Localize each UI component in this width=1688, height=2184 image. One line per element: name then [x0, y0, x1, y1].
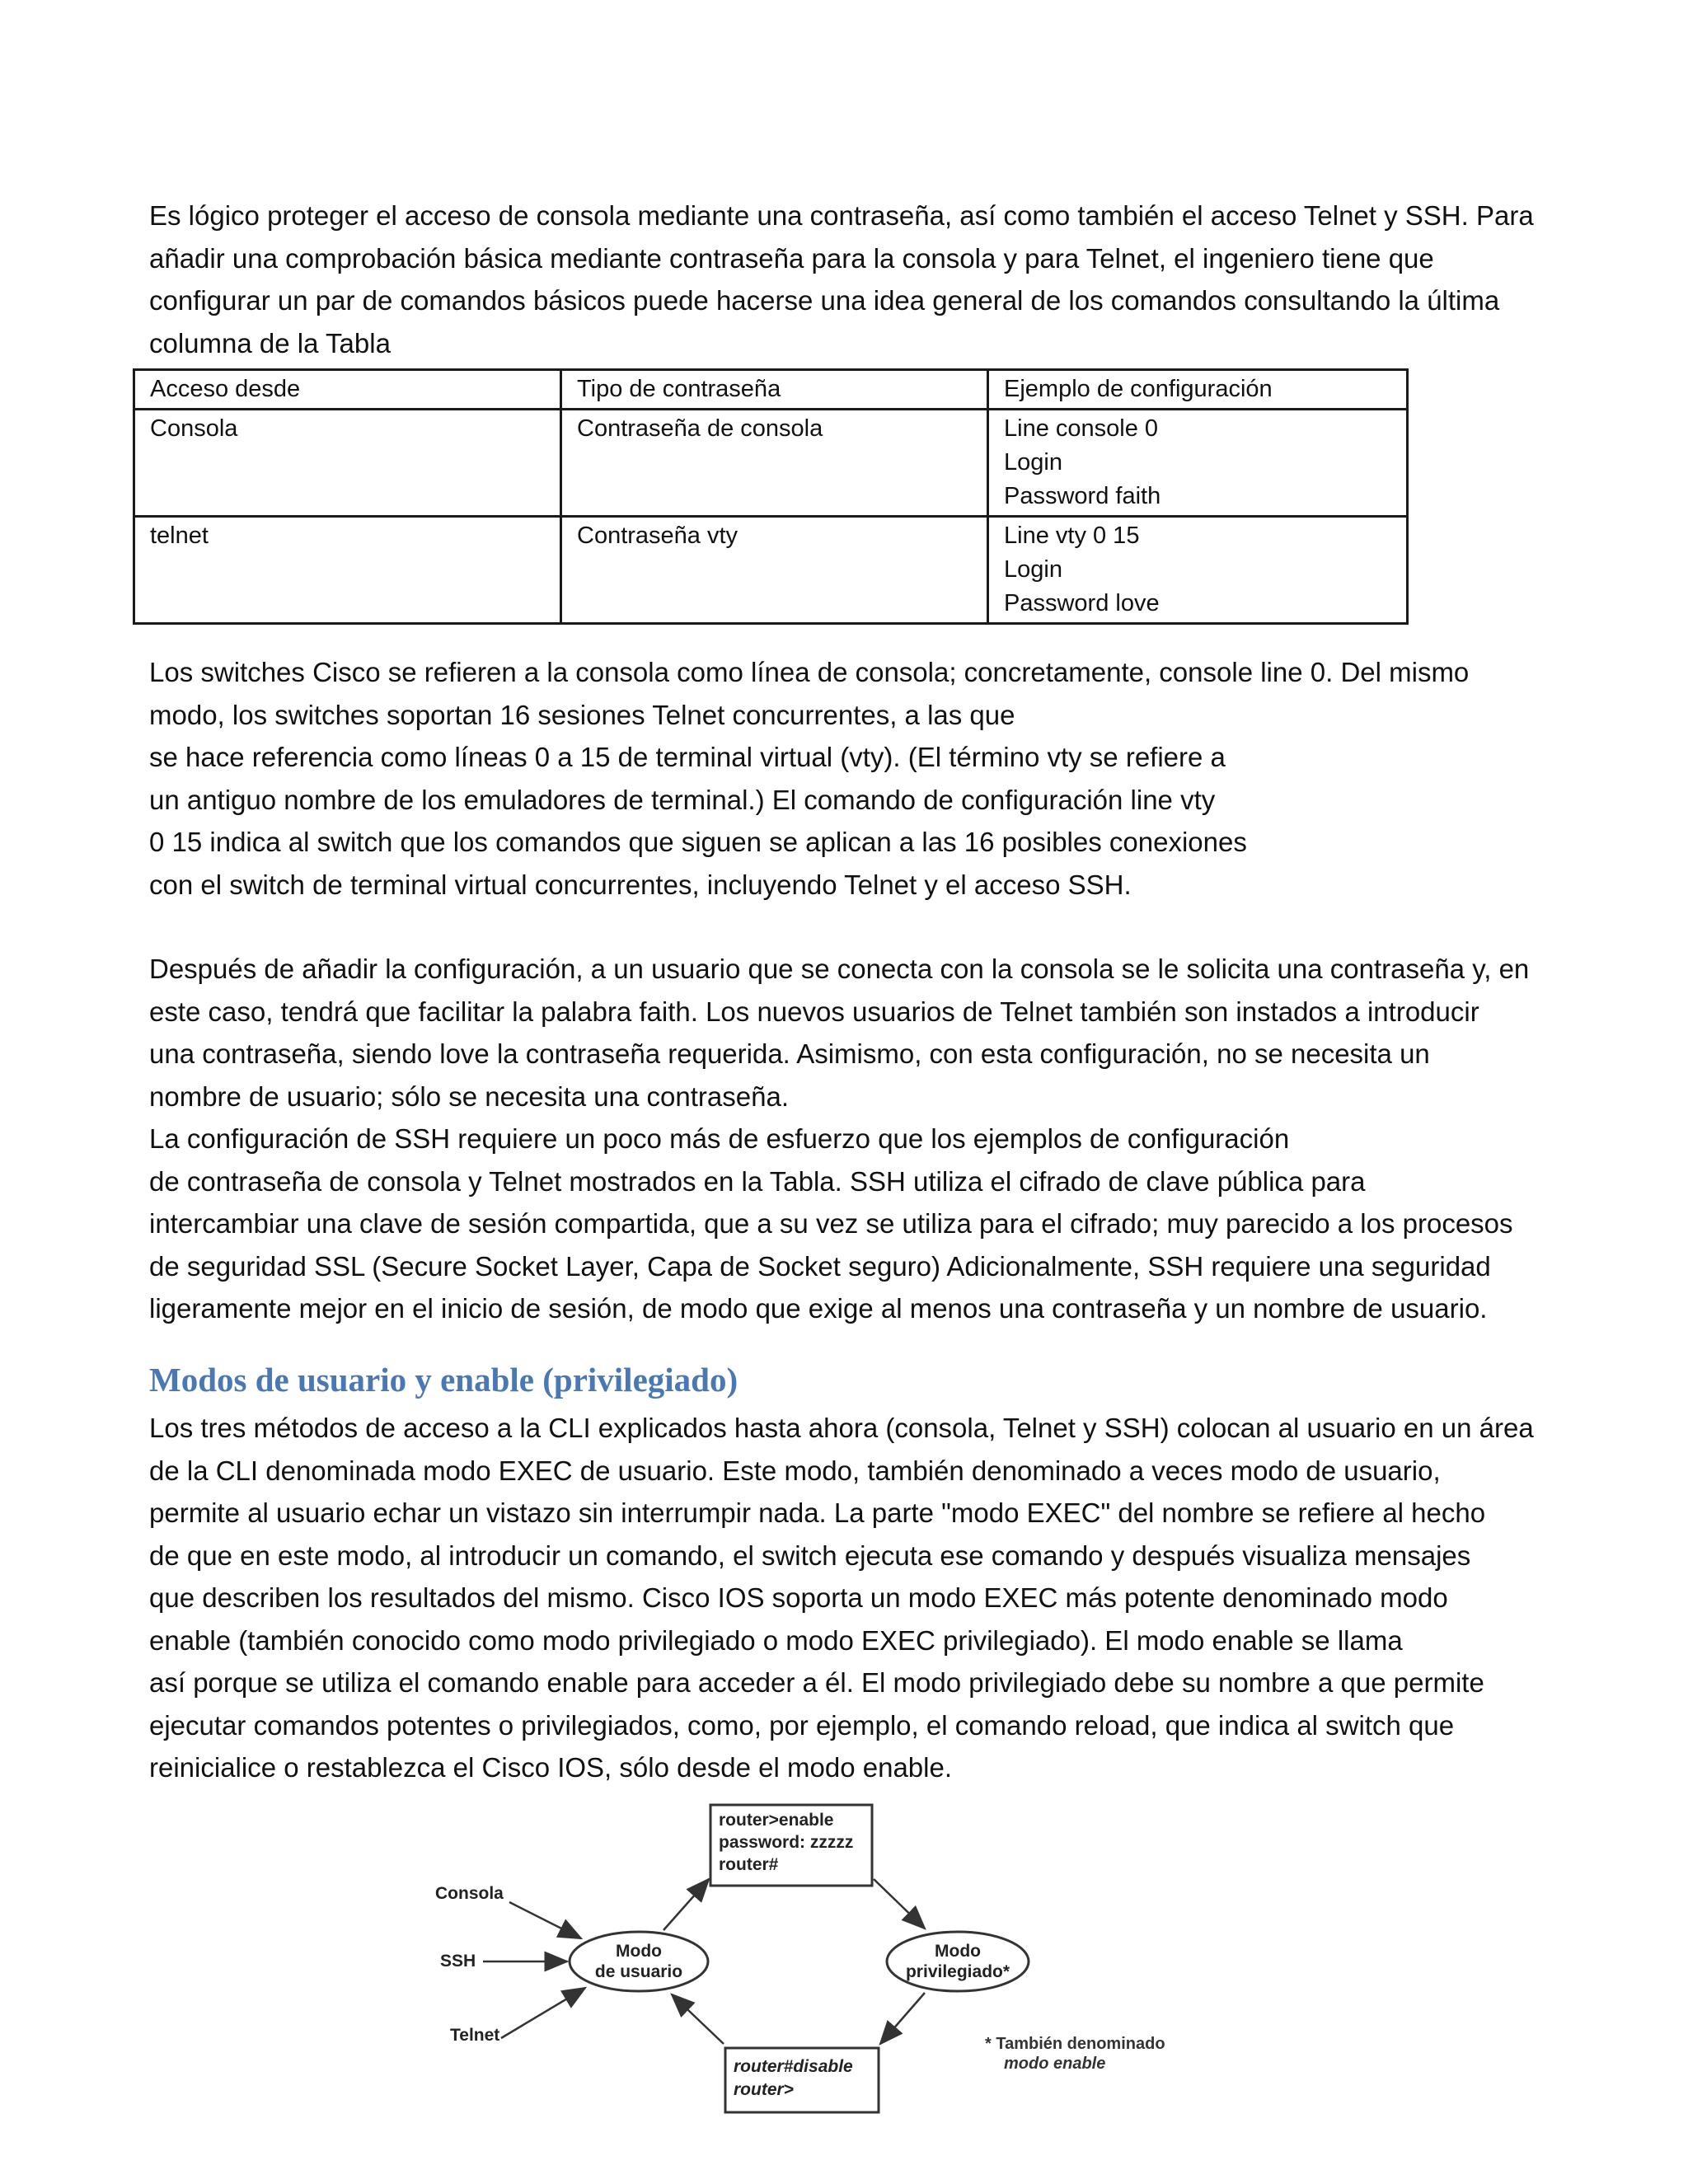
text-line: Los switches Cisco se refieren a la consola como línea de consola; concretamente, console line 0. Del mismo	[149, 657, 1470, 687]
table-cell-acceso: telnet	[134, 517, 561, 624]
table-header-cell: Acceso desde	[134, 370, 561, 410]
text-line: Después de añadir la configuración, a un usuario que se conecta con la consola se le solicita una contraseña y, en	[149, 954, 1530, 984]
table-cell-ejemplo	[988, 410, 1408, 517]
enable-box-line: router#	[719, 1855, 779, 1874]
text-line: un antiguo nombre de los emuladores de terminal.) El comando de configuración line vty	[149, 784, 1216, 815]
table-cell-tipo: Contraseña de consola	[561, 410, 988, 517]
text-line: intercambiar una clave de sesión compartida, que a su vez se utiliza para el cifrado; muy parecido a los procesos	[149, 1208, 1513, 1239]
table-header-cell: Tipo de contraseña	[561, 370, 988, 410]
text-line: modo, los switches soportan 16 sesiones Telnet concurrentes, a las que	[149, 699, 1015, 730]
text-line: nombre de usuario; sólo se necesita una contraseña.	[149, 1080, 789, 1112]
text-line: ligeramente mejor en el inicio de sesión, de modo que exige al menos una contraseña y un nombre de usuario.	[149, 1293, 1488, 1324]
table-row	[134, 517, 1408, 624]
disable-box-line: router#disable	[734, 2057, 853, 2076]
privileged-mode-label: privilegiado*	[905, 1962, 1010, 1981]
text-line: reinicialice o restablezca el Cisco IOS, sólo desde el modo enable.	[149, 1752, 953, 1783]
text-line: enable (también conocido como modo privilegiado o modo EXEC privilegiado). El modo enable se llama	[149, 1624, 1403, 1656]
section-heading: Modos de usuario y enable (privilegiado)	[149, 1361, 738, 1399]
footnote-line: * También denominado	[985, 2035, 1165, 2053]
table-header-row	[134, 370, 1408, 410]
text-line: añadir una comprobación básica mediante contraseña para la consola y para Telnet, el ingeniero tiene que	[149, 242, 1434, 274]
intro-paragraph	[149, 194, 1550, 364]
text-line: una contraseña, siendo love la contraseña requerida. Asimismo, con esta configuración, no se necesita un	[149, 1038, 1430, 1069]
text-line: así porque se utiliza el comando enable para acceder a él. El modo privilegiado debe su nombre a que permite	[149, 1667, 1484, 1698]
table-cell-acceso: Consola	[134, 410, 561, 517]
ssh-paragraph	[149, 948, 1550, 1330]
text-line: de que en este modo, al introducir un comando, el switch ejecuta ese comando y después visualiza mensajes	[149, 1540, 1471, 1571]
arrow-consola	[509, 1902, 581, 1938]
config-line: Login	[1004, 449, 1062, 476]
input-label-ssh: SSH	[440, 1952, 476, 1971]
password-config-table	[133, 368, 1409, 625]
text-line: La configuración de SSH requiere un poco más de esfuerzo que los ejemplos de configuración	[149, 1123, 1290, 1154]
arrow-disable-to-user	[672, 1994, 724, 2044]
text-line: este caso, tendrá que facilitar la palabra faith. Los nuevos usuarios de Telnet también son instados a introducir	[149, 996, 1479, 1027]
text-line: se hace referencia como líneas 0 a 15 de terminal virtual (vty). (El término vty se refiere a	[149, 742, 1226, 772]
user-mode-label: Modo	[616, 1942, 662, 1961]
text-line: de contraseña de consola y Telnet mostrados en la Tabla. SSH utiliza el cifrado de clave pública para	[149, 1165, 1366, 1197]
input-label-telnet: Telnet	[450, 2026, 500, 2045]
config-line: Password love	[1004, 590, 1160, 616]
input-label-consola: Consola	[435, 1884, 504, 1903]
text-line: Es lógico proteger el acceso de consola mediante una contraseña, así como también el acceso Telnet y SSH. Para	[149, 200, 1534, 231]
user-mode-ellipse	[570, 1932, 708, 1991]
text-line: Los tres métodos de acceso a la CLI explicados hasta ahora (consola, Telnet y SSH) colocan al usuario en un área	[149, 1413, 1534, 1443]
config-line: Line vty 0 15	[1004, 523, 1140, 549]
table-cell-ejemplo	[988, 517, 1408, 624]
config-line: Login	[1004, 556, 1062, 583]
text-line: columna de la Tabla	[149, 327, 391, 359]
privileged-mode-ellipse	[887, 1932, 1029, 1991]
text-line: con el switch de terminal virtual concurrentes, incluyendo Telnet y el acceso SSH.	[149, 869, 1132, 900]
text-line: 0 15 indica al switch que los comandos que siguen se aplican a las 16 posibles conexiones	[149, 827, 1247, 857]
footnote-line: modo enable	[1004, 2055, 1106, 2073]
table-cell-tipo: Contraseña vty	[561, 517, 988, 624]
config-line: Line console 0	[1004, 415, 1159, 442]
enable-box-line: password: zzzzz	[719, 1833, 854, 1852]
text-line: que describen los resultados del mismo. Cisco IOS soporta un modo EXEC más potente denominado modo	[149, 1582, 1448, 1613]
modes-paragraph	[149, 1407, 1550, 1789]
privileged-mode-label: Modo	[935, 1942, 981, 1961]
arrow-enable-to-privileged	[874, 1879, 925, 1929]
config-line: Password faith	[1004, 483, 1161, 509]
disable-box-line: router>	[734, 2080, 794, 2099]
user-mode-label: de usuario	[594, 1962, 683, 1981]
text-line: ejecutar comandos potentes o privilegiados, como, por ejemplo, el comando reload, que indica al switch que	[149, 1709, 1455, 1741]
arrow-privileged-to-disable	[880, 1993, 925, 2044]
text-line: permite al usuario echar un vistazo sin interrumpir nada. La parte "modo EXEC" del nombre se refiere al hecho	[149, 1497, 1486, 1528]
enable-box-line: router>enable	[719, 1811, 834, 1830]
arrow-telnet	[501, 1988, 585, 2038]
cli-modes-diagram	[420, 1797, 1228, 2126]
table-header-cell: Ejemplo de configuración	[988, 370, 1408, 410]
table-row	[134, 410, 1408, 517]
text-line: configurar un par de comandos básicos puede hacerse una idea general de los comandos consultando la última	[149, 285, 1500, 316]
text-line: de seguridad SSL (Secure Socket Layer, Capa de Socket seguro) Adicionalmente, SSH requiere una seguridad	[149, 1250, 1491, 1282]
text-line: de la CLI denominada modo EXEC de usuario. Este modo, también denominado a veces modo de usuario,	[149, 1455, 1441, 1486]
console-lines-paragraph	[149, 651, 1550, 906]
arrow-user-to-enable	[663, 1879, 709, 1930]
